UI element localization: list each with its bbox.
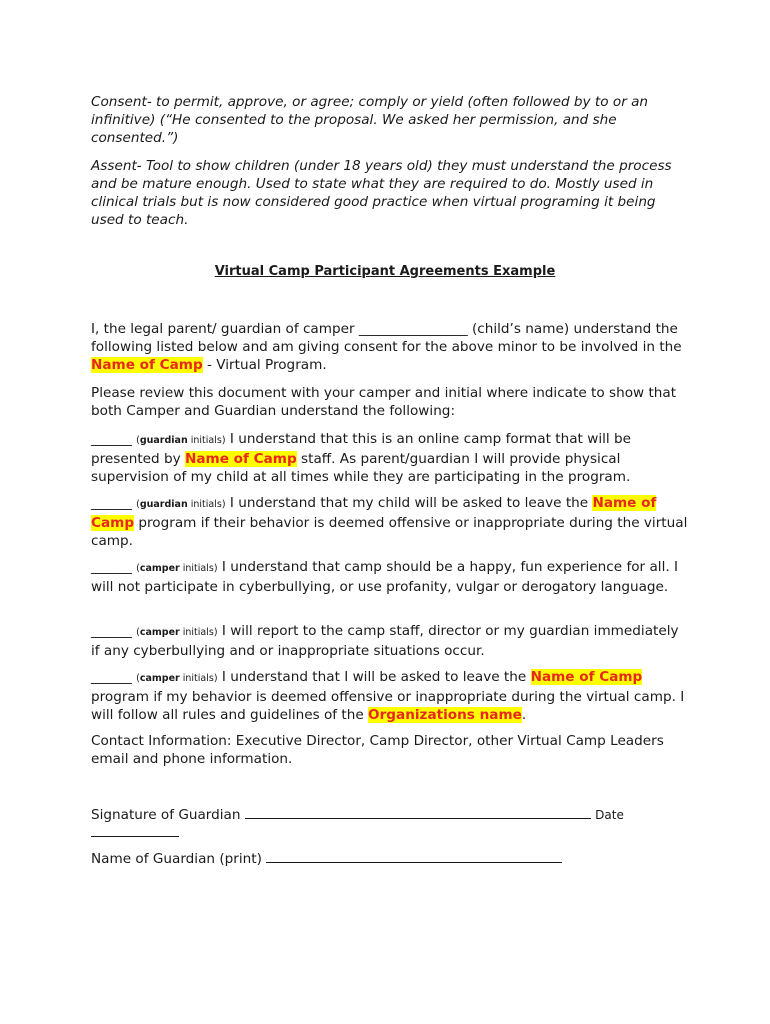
- date-line[interactable]: [91, 824, 179, 837]
- initials-who: camper: [139, 627, 180, 638]
- camp-name-placeholder: Name of Camp: [91, 357, 203, 373]
- intro-text-end: - Virtual Program.: [207, 357, 327, 373]
- initials-who: camper: [139, 563, 180, 574]
- item-text: I will report to the camp staff, director or my guardian immediately if any cyberbullying and or inappropriate situations occur.: [91, 623, 679, 659]
- intro-paragraph: [91, 320, 691, 374]
- item-text: I understand that I will be asked to leave the: [221, 669, 527, 685]
- item-text: I understand that this is an online camp format that will be presented by: [91, 431, 631, 467]
- agreement-item-2: ______ (guardian initials) I understand that my child will be asked to leave the Name of Camp program if their behavior is deemed offensive or inappropriate during the virtual camp.: [91, 495, 688, 549]
- guardian-signature-row: [91, 806, 691, 842]
- item-text: I understand that my child will be asked to leave the: [229, 495, 589, 511]
- agreement-item-4: ______ (camper initials) I will report to the camp staff, director or my guardian immediately if any cyberbullying and or inappropriate situations occur.: [91, 623, 679, 659]
- initial-blank: ______: [91, 495, 132, 511]
- guardian-name-line[interactable]: [266, 850, 562, 863]
- assent-definition: Assent- Tool to show children (under 18 years old) they must understand the process and be mature enough. Used to state what they are required to do. Mostly used in clinical trials but is now considered good practice when virtual programing it being used to teach.: [91, 158, 672, 228]
- guardian-signature-line[interactable]: [245, 806, 591, 819]
- initials-who: camper: [139, 673, 180, 684]
- consent-definition: Consent- to permit, approve, or agree; comply or yield (often followed by to or an infinitive) (“He consented to the proposal. We asked her permission, and she consented.”): [91, 94, 649, 146]
- item-text: staff. As parent/guardian I will provide physical supervision of my child at all times while they are participating in the program.: [91, 451, 631, 485]
- instructions-paragraph: Please review this document with your camper and initial where indicate to show that both Camper and Guardian understand the following:: [91, 385, 677, 419]
- document-title: Virtual Camp Participant Agreements Example: [214, 264, 556, 279]
- item-text: program if my behavior is deemed offensive or inappropriate during the virtual camp. I will follow all rules and guidelines of the: [91, 689, 685, 723]
- camp-name-placeholder: Name of Camp: [185, 451, 297, 467]
- camp-name-placeholder: Name of Camp: [530, 669, 643, 685]
- guardian-name-label: Name of Guardian (print): [91, 851, 262, 867]
- agreement-item-1: ______ (guardian initials) I understand that this is an online camp format that will be presented by Name of Camp staff. As parent/guardian I will provide physical supervision of my child at all times while they are participating in the program.: [91, 431, 631, 485]
- item-text: program if their behavior is deemed offensive or inappropriate during the virtual camp.: [91, 515, 688, 549]
- item-text-end: .: [521, 707, 527, 723]
- agreement-item-5: ______ (camper initials) I understand that I will be asked to leave the Name of Camp program if my behavior is deemed offensive or inappropriate during the virtual camp. I will follow all rules and guidelines of the Organizations name.: [91, 669, 685, 723]
- agreement-item-3: ______ (camper initials) I understand that camp should be a happy, fun experience for all. I will not participate in cyberbullying, or use profanity, vulgar or derogatory language.: [91, 559, 678, 595]
- item-text: I understand that camp should be a happy, fun experience for all. I will not participate in cyberbullying, or use profanity, vulgar or derogatory language.: [91, 559, 678, 595]
- organization-name-placeholder: Organizations name: [368, 707, 522, 723]
- initials-label: initials: [190, 435, 222, 446]
- initials-who: guardian: [139, 499, 188, 510]
- initial-blank: ______: [91, 669, 132, 685]
- initial-blank: ______: [91, 623, 132, 639]
- initials-label: initials: [182, 563, 214, 574]
- guardian-signature-label: Signature of Guardian: [91, 807, 241, 823]
- guardian-name-row: [91, 850, 691, 868]
- contact-information: Contact Information: Executive Director, Camp Director, other Virtual Camp Leaders email and phone information.: [91, 733, 664, 767]
- camp-name-placeholder: Camp: [91, 515, 135, 531]
- initials-label: initials: [182, 627, 214, 638]
- initials-label: initials: [182, 673, 214, 684]
- intro-text: I, the legal parent/ guardian of camper ________________ (child’s name) understand the following listed below and am giving consent for the above minor to be involved in the: [91, 321, 682, 355]
- date-label: Date: [595, 808, 624, 822]
- initial-blank: ______: [91, 431, 132, 447]
- camp-name-placeholder: Name of: [592, 495, 657, 511]
- initials-who: guardian: [139, 435, 188, 446]
- initial-blank: ______: [91, 559, 132, 575]
- initials-label: initials: [190, 499, 222, 510]
